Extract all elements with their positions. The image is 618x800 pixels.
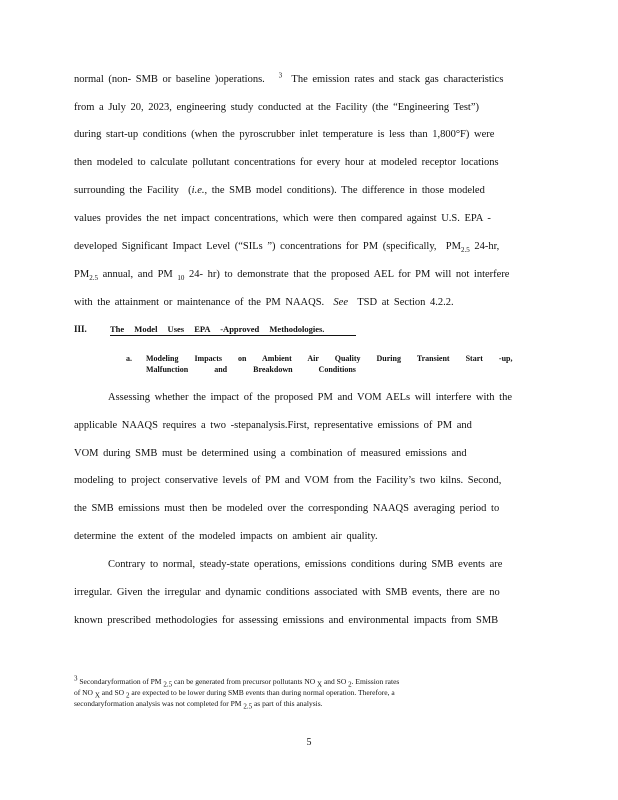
paragraph-3-line-1: Contrary to normal, steady-state operations, emissions conditions during SMB events are	[108, 559, 503, 570]
paragraph-3-line-3: known prescribed methodologies for assessing emissions and environmental impacts from SMB	[74, 615, 499, 626]
paragraph-2-line-5: the SMB emissions must then be modeled over the corresponding NAAQS averaging period to	[74, 503, 500, 514]
section-heading: The Model Uses EPA -Approved Methodologies.	[110, 324, 356, 336]
body-line-2: from a July 20, 2023, engineering study conducted at the Facility (the “Engineering Test”)	[74, 102, 480, 113]
paragraph-2-line-6: determine the extent of the modeled impacts on ambient air quality.	[74, 531, 378, 542]
paragraph-2-line-2: applicable NAAQS requires a two -stepanalysis.First, representative emissions of PM and	[74, 420, 472, 431]
footnote-line-3: secondaryformation analysis was not completed for PM 2.5 as part of this analysis.	[74, 699, 323, 711]
footnote-line-2: of NO X and SO 2 are expected to be lower during SMB events than during normal operation. Therefore, a	[74, 688, 395, 700]
body-line-3: during start-up conditions (when the pyroscrubber inlet temperature is less than 1,800°F) were	[74, 129, 495, 140]
body-line-5: surrounding the Facility (i.e., the SMB model conditions). The difference in those modeled	[74, 185, 485, 196]
body-line-4: then modeled to calculate pollutant concentrations for every hour at modeled receptor locations	[74, 157, 499, 168]
body-line-7: developed Significant Impact Level (“SILs ”) concentrations for PM (specifically, $PM_{2.5}$ 24-hr,	[74, 241, 500, 255]
body-line-8: $PM_{2.5}$ annual, and PM $_{10}$ 24- hr) to demonstrate that the proposed AEL for PM will not interfere	[74, 269, 510, 283]
paragraph-3-line-2: irregular. Given the irregular and dynamic conditions associated with SMB events, there are no	[74, 587, 500, 598]
footnote-reference[interactable]: 3	[278, 71, 283, 80]
paragraph-2-line-1: Assessing whether the impact of the proposed PM and VOM AELs will interfere with the	[108, 392, 512, 403]
body-line-1: normal (non- SMB or baseline )operations. $^3$ The emission rates and stack gas characteristics	[74, 71, 504, 85]
paragraph-2-line-3: VOM during SMB must be determined using a combination of measured emissions and	[74, 448, 467, 459]
paragraph-2-line-4: modeling to project conservative levels of PM and VOM from the Facility’s two kilns. Second,	[74, 475, 502, 486]
subsection-heading-line-2: Malfunction and Breakdown Conditions	[146, 365, 356, 374]
page-number: 5	[306, 737, 312, 748]
subsection-heading-line-1: Modeling Impacts on Ambient Air Quality During Transient Start -up,	[146, 354, 513, 363]
section-number: III.	[74, 324, 87, 334]
body-line-6: values provides the net impact concentrations, which were then compared against U.S. EPA -	[74, 213, 491, 224]
body-line-9: with the attainment or maintenance of the PM NAAQS. See TSD at Section 4.2.2.	[74, 297, 454, 308]
subsection-letter: a.	[126, 354, 132, 363]
footnote-line-1: 3 Secondaryformation of PM 2.5 can be generated from precursor pollutants NO X and SO 2. Emission rates	[74, 674, 400, 689]
